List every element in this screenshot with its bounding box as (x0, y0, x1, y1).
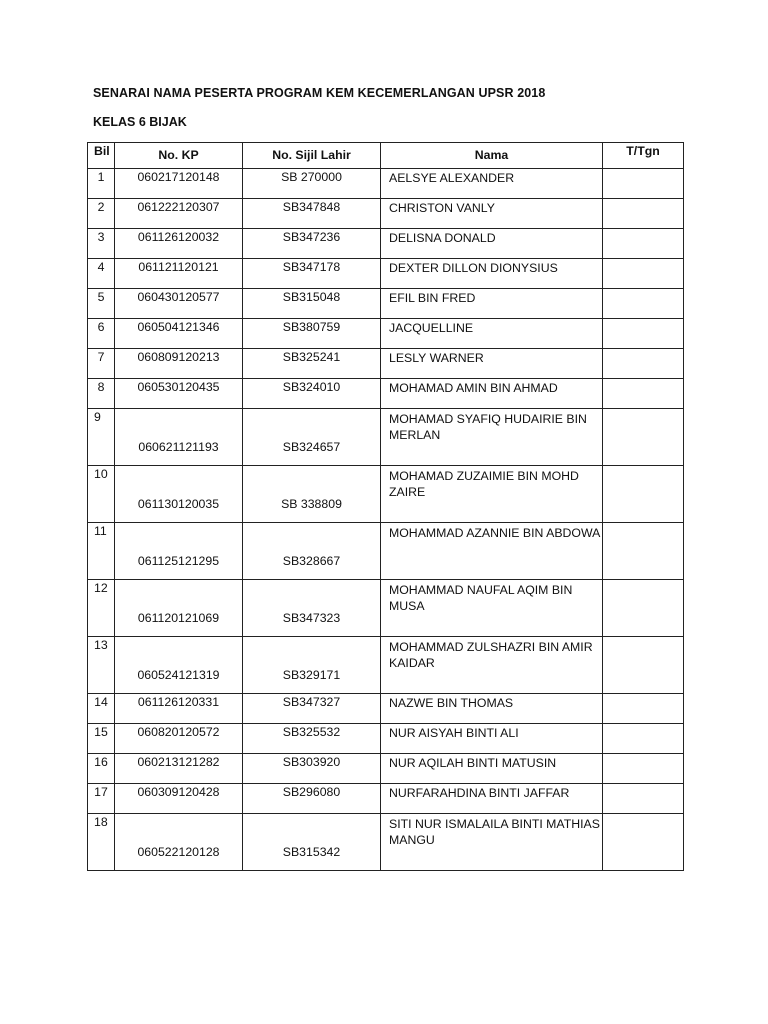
cell-tandatangan (603, 349, 684, 379)
cell-no-sijil-lahir: SB380759 (243, 319, 381, 349)
cell-no-kp: 060522120128 (115, 814, 243, 871)
cell-nama: NUR AQILAH BINTI MATUSIN (381, 754, 603, 784)
cell-nama: LESLY WARNER (381, 349, 603, 379)
cell-bil: 10 (88, 466, 115, 523)
cell-tandatangan (603, 259, 684, 289)
table-row (88, 724, 684, 754)
cell-tandatangan (603, 169, 684, 199)
table-row (88, 694, 684, 724)
header-bil: Bil (88, 143, 115, 169)
table-row (88, 466, 684, 523)
cell-bil: 1 (88, 169, 115, 199)
cell-tandatangan (603, 724, 684, 754)
cell-no-sijil-lahir: SB325532 (243, 724, 381, 754)
cell-no-kp: 060809120213 (115, 349, 243, 379)
table-row (88, 229, 684, 259)
cell-tandatangan (603, 466, 684, 523)
table-header-row (88, 143, 684, 169)
cell-no-sijil-lahir: SB347848 (243, 199, 381, 229)
cell-nama: NUR AISYAH BINTI ALI (381, 724, 603, 754)
table-row (88, 199, 684, 229)
cell-nama: NAZWE BIN THOMAS (381, 694, 603, 724)
cell-no-kp: 060217120148 (115, 169, 243, 199)
cell-bil: 2 (88, 199, 115, 229)
cell-bil: 13 (88, 637, 115, 694)
cell-bil: 11 (88, 523, 115, 580)
cell-no-kp: 060820120572 (115, 724, 243, 754)
cell-bil: 8 (88, 379, 115, 409)
cell-tandatangan (603, 229, 684, 259)
cell-nama: DEXTER DILLON DIONYSIUS (381, 259, 603, 289)
cell-no-kp: 061125121295 (115, 523, 243, 580)
cell-bil: 14 (88, 694, 115, 724)
class-label: KELAS 6 BIJAK (93, 115, 187, 129)
cell-nama: AELSYE ALEXANDER (381, 169, 603, 199)
table-row (88, 814, 684, 871)
cell-tandatangan (603, 754, 684, 784)
cell-tandatangan (603, 580, 684, 637)
cell-nama: MOHAMAD ZUZAIMIE BIN MOHD ZAIRE (381, 466, 603, 523)
table-body (88, 169, 684, 871)
cell-no-kp: 061126120331 (115, 694, 243, 724)
cell-no-sijil-lahir: SB324010 (243, 379, 381, 409)
table-row (88, 784, 684, 814)
cell-nama: MOHAMAD AMIN BIN AHMAD (381, 379, 603, 409)
header-no-kp: No. KP (115, 143, 243, 169)
cell-no-sijil-lahir: SB347178 (243, 259, 381, 289)
cell-bil: 5 (88, 289, 115, 319)
cell-nama: EFIL BIN FRED (381, 289, 603, 319)
table-row (88, 409, 684, 466)
cell-no-kp: 061120121069 (115, 580, 243, 637)
cell-nama: MOHAMMAD ZULSHAZRI BIN AMIR KAIDAR (381, 637, 603, 694)
table-row (88, 523, 684, 580)
cell-no-sijil-lahir: SB296080 (243, 784, 381, 814)
cell-nama: NURFARAHDINA BINTI JAFFAR (381, 784, 603, 814)
cell-no-sijil-lahir: SB325241 (243, 349, 381, 379)
cell-no-sijil-lahir: SB328667 (243, 523, 381, 580)
cell-no-sijil-lahir: SB 270000 (243, 169, 381, 199)
cell-no-kp: 060430120577 (115, 289, 243, 319)
cell-no-kp: 060309120428 (115, 784, 243, 814)
cell-nama: SITI NUR ISMALAILA BINTI MATHIAS MANGU (381, 814, 603, 871)
participant-table (87, 142, 684, 871)
cell-no-sijil-lahir: SB347236 (243, 229, 381, 259)
cell-no-kp: 060213121282 (115, 754, 243, 784)
header-tandatangan: T/Tgn (603, 143, 684, 169)
cell-no-kp: 061130120035 (115, 466, 243, 523)
cell-bil: 7 (88, 349, 115, 379)
cell-tandatangan (603, 637, 684, 694)
header-no-sijil-lahir: No. Sijil Lahir (243, 143, 381, 169)
table-row (88, 169, 684, 199)
cell-nama: DELISNA DONALD (381, 229, 603, 259)
cell-bil: 9 (88, 409, 115, 466)
cell-no-sijil-lahir: SB347327 (243, 694, 381, 724)
cell-no-sijil-lahir: SB315342 (243, 814, 381, 871)
table-row (88, 580, 684, 637)
cell-bil: 4 (88, 259, 115, 289)
document-title: SENARAI NAMA PESERTA PROGRAM KEM KECEMERLANGAN UPSR 2018 (93, 86, 546, 100)
cell-nama: MOHAMAD SYAFIQ HUDAIRIE BIN MERLAN (381, 409, 603, 466)
cell-no-kp: 060621121193 (115, 409, 243, 466)
cell-no-sijil-lahir: SB303920 (243, 754, 381, 784)
table-row (88, 289, 684, 319)
header-nama: Nama (381, 143, 603, 169)
table-row (88, 754, 684, 784)
cell-bil: 6 (88, 319, 115, 349)
cell-no-sijil-lahir: SB347323 (243, 580, 381, 637)
cell-no-kp: 060504121346 (115, 319, 243, 349)
cell-bil: 3 (88, 229, 115, 259)
table-row (88, 259, 684, 289)
cell-tandatangan (603, 289, 684, 319)
cell-tandatangan (603, 199, 684, 229)
cell-nama: JACQUELLINE (381, 319, 603, 349)
cell-no-sijil-lahir: SB315048 (243, 289, 381, 319)
cell-nama: MOHAMMAD AZANNIE BIN ABDOWA (381, 523, 603, 580)
cell-no-sijil-lahir: SB 338809 (243, 466, 381, 523)
cell-tandatangan (603, 379, 684, 409)
cell-tandatangan (603, 409, 684, 466)
cell-tandatangan (603, 814, 684, 871)
table-row (88, 637, 684, 694)
cell-no-kp: 060530120435 (115, 379, 243, 409)
cell-no-kp: 061121120121 (115, 259, 243, 289)
cell-bil: 15 (88, 724, 115, 754)
table-row (88, 349, 684, 379)
cell-no-kp: 061126120032 (115, 229, 243, 259)
cell-nama: MOHAMMAD NAUFAL AQIM BIN MUSA (381, 580, 603, 637)
cell-bil: 18 (88, 814, 115, 871)
cell-tandatangan (603, 319, 684, 349)
cell-no-sijil-lahir: SB324657 (243, 409, 381, 466)
cell-no-sijil-lahir: SB329171 (243, 637, 381, 694)
cell-nama: CHRISTON VANLY (381, 199, 603, 229)
cell-bil: 12 (88, 580, 115, 637)
table-row (88, 379, 684, 409)
cell-bil: 17 (88, 784, 115, 814)
cell-no-kp: 060524121319 (115, 637, 243, 694)
table-row (88, 319, 684, 349)
cell-tandatangan (603, 694, 684, 724)
cell-tandatangan (603, 784, 684, 814)
cell-bil: 16 (88, 754, 115, 784)
cell-tandatangan (603, 523, 684, 580)
cell-no-kp: 061222120307 (115, 199, 243, 229)
